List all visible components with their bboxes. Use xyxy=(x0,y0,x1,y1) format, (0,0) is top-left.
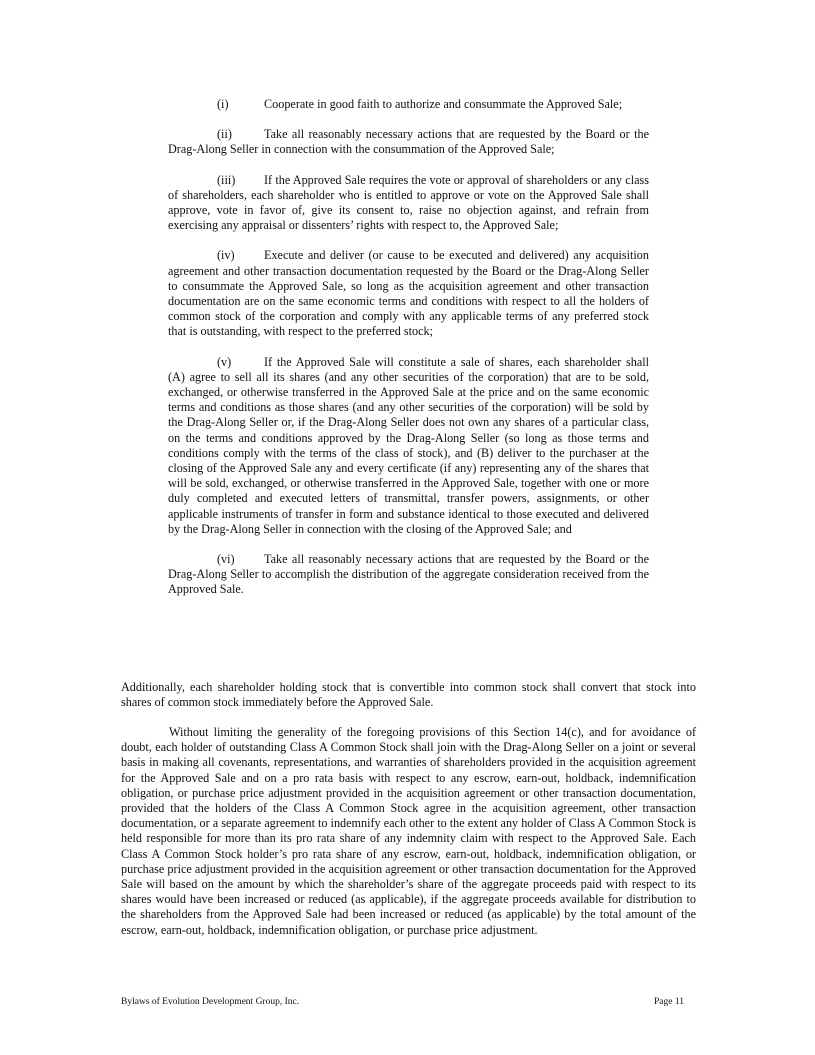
page-number: Page 11 xyxy=(654,997,684,1007)
item-text: Execute and deliver (or cause to be executed and delivered) any acquisition agreement and other transaction documentation requested by the Board or the Drag-Along Seller to consummate the Approved Sale, so long as the acquisition agreement and other transaction documentation are on the same economic terms and conditions with respect to all the holders of common stock of the corporation and comply with any applicable terms of any preferred stock that is outstanding, with respect to the preferred stock; xyxy=(168,248,649,339)
paragraph-without-limiting xyxy=(121,725,696,938)
item-number: (i) xyxy=(217,97,229,111)
item-number: (vi) xyxy=(217,552,235,567)
item-number: (iv) xyxy=(217,248,235,263)
list-item xyxy=(168,127,649,157)
list-item xyxy=(168,97,649,112)
list-item xyxy=(168,355,649,537)
list-item xyxy=(168,248,649,339)
item-text: Take all reasonably necessary actions that are requested by the Board or the Drag-Along Seller to accomplish the distribution of the aggregate consideration received from the Approved Sale. xyxy=(168,552,649,597)
item-number: (iii) xyxy=(217,172,236,187)
item-number: (ii) xyxy=(217,127,232,142)
footer-title: Bylaws of Evolution Development Group, Inc. xyxy=(121,997,300,1007)
item-text: Take all reasonably necessary actions that are requested by the Board or the Drag-Along Seller in connection with the consummation of the Approved Sale; xyxy=(168,127,649,157)
list-item xyxy=(168,173,649,234)
list-item xyxy=(168,552,649,598)
item-number: (v) xyxy=(217,354,232,369)
item-text: If the Approved Sale requires the vote or approval of shareholders or any class of shareholders, each shareholder who is entitled to approve or vote on the Approved Sale shall approve, vote in favor of, give its consent to, raise no objection against, and refrain from exercising any appraisal or dissenters’ rights with respect to, the Approved Sale; xyxy=(168,172,649,233)
item-text: If the Approved Sale will constitute a sale of shares, each shareholder shall (A) agree to sell all its shares (and any other securities of the corporation) that are to be sold, exchanged, or otherwise transferred in the Approved Sale at the price and on the same economic terms and conditions as those shares (and any other securities of the corporation) will be sold by the Drag-Along Seller or, if the Drag-Along Seller does not own any shares of a particular class, on the terms and conditions approved by the Drag-Along Seller (so long as those terms and conditions comply with the terms of the class of stock), and (B) deliver to the purchaser at the closing of the Approved Sale any and every certificate (if any) representing any of the shares that will be sold, exchanged, or otherwise transferred in the Approved Sale, together with one or more duly completed and executed letters of transmittal, transfer powers, assignments, or other applicable instruments of transfer in form and substance identical to those executed and delivered by the Drag-Along Seller in connection with the closing of the Approved Sale; and xyxy=(168,354,649,536)
paragraph-text: Without limiting the generality of the foregoing provisions of this Section 14(c), and for avoidance of doubt, each holder of outstanding Class A Common Stock shall join with the Drag-Along Seller on a joint or several basis in making all covenants, representations, and warranties of shareholders provided in the acquisition agreement for the Approved Sale and on a pro rata basis with respect to any escrow, earn-out, holdback, indemnification obligation, or purchase price adjustment provided in the acquisition agreement or other transaction documentation, provided that the holders of the Class A Common Stock agree in the acquisition agreement, other transaction documentation, or a separate agreement to indemnify each other to the extent any holder of Class A Common Stock is held responsible for more than its pro rata share of any indemnity claim with respect to the Approved Sale. Each Class A Common Stock holder’s pro rata share of any escrow, earn-out, holdback, indemnification obligation, or purchase price adjustment provided in the acquisition agreement or other transaction documentation for the Approved Sale will based on the amount by which the shareholder’s share of the aggregate proceeds paid with respect to its shares would have been increased or reduced (as applicable), if the aggregate proceeds available for distribution to the shareholders from the Approved Sale had been increased or reduced (as applicable) by the total amount of the escrow, earn-out, holdback, indemnification obligation, or purchase price adjustment. xyxy=(121,725,696,937)
numbered-list xyxy=(168,97,649,613)
item-text: Cooperate in good faith to authorize and consummate the Approved Sale; xyxy=(264,97,623,111)
paragraph-additionally: Additionally, each shareholder holding stock that is convertible into common stock shall convert that stock into shares of common stock immediately before the Approved Sale. xyxy=(121,680,696,710)
